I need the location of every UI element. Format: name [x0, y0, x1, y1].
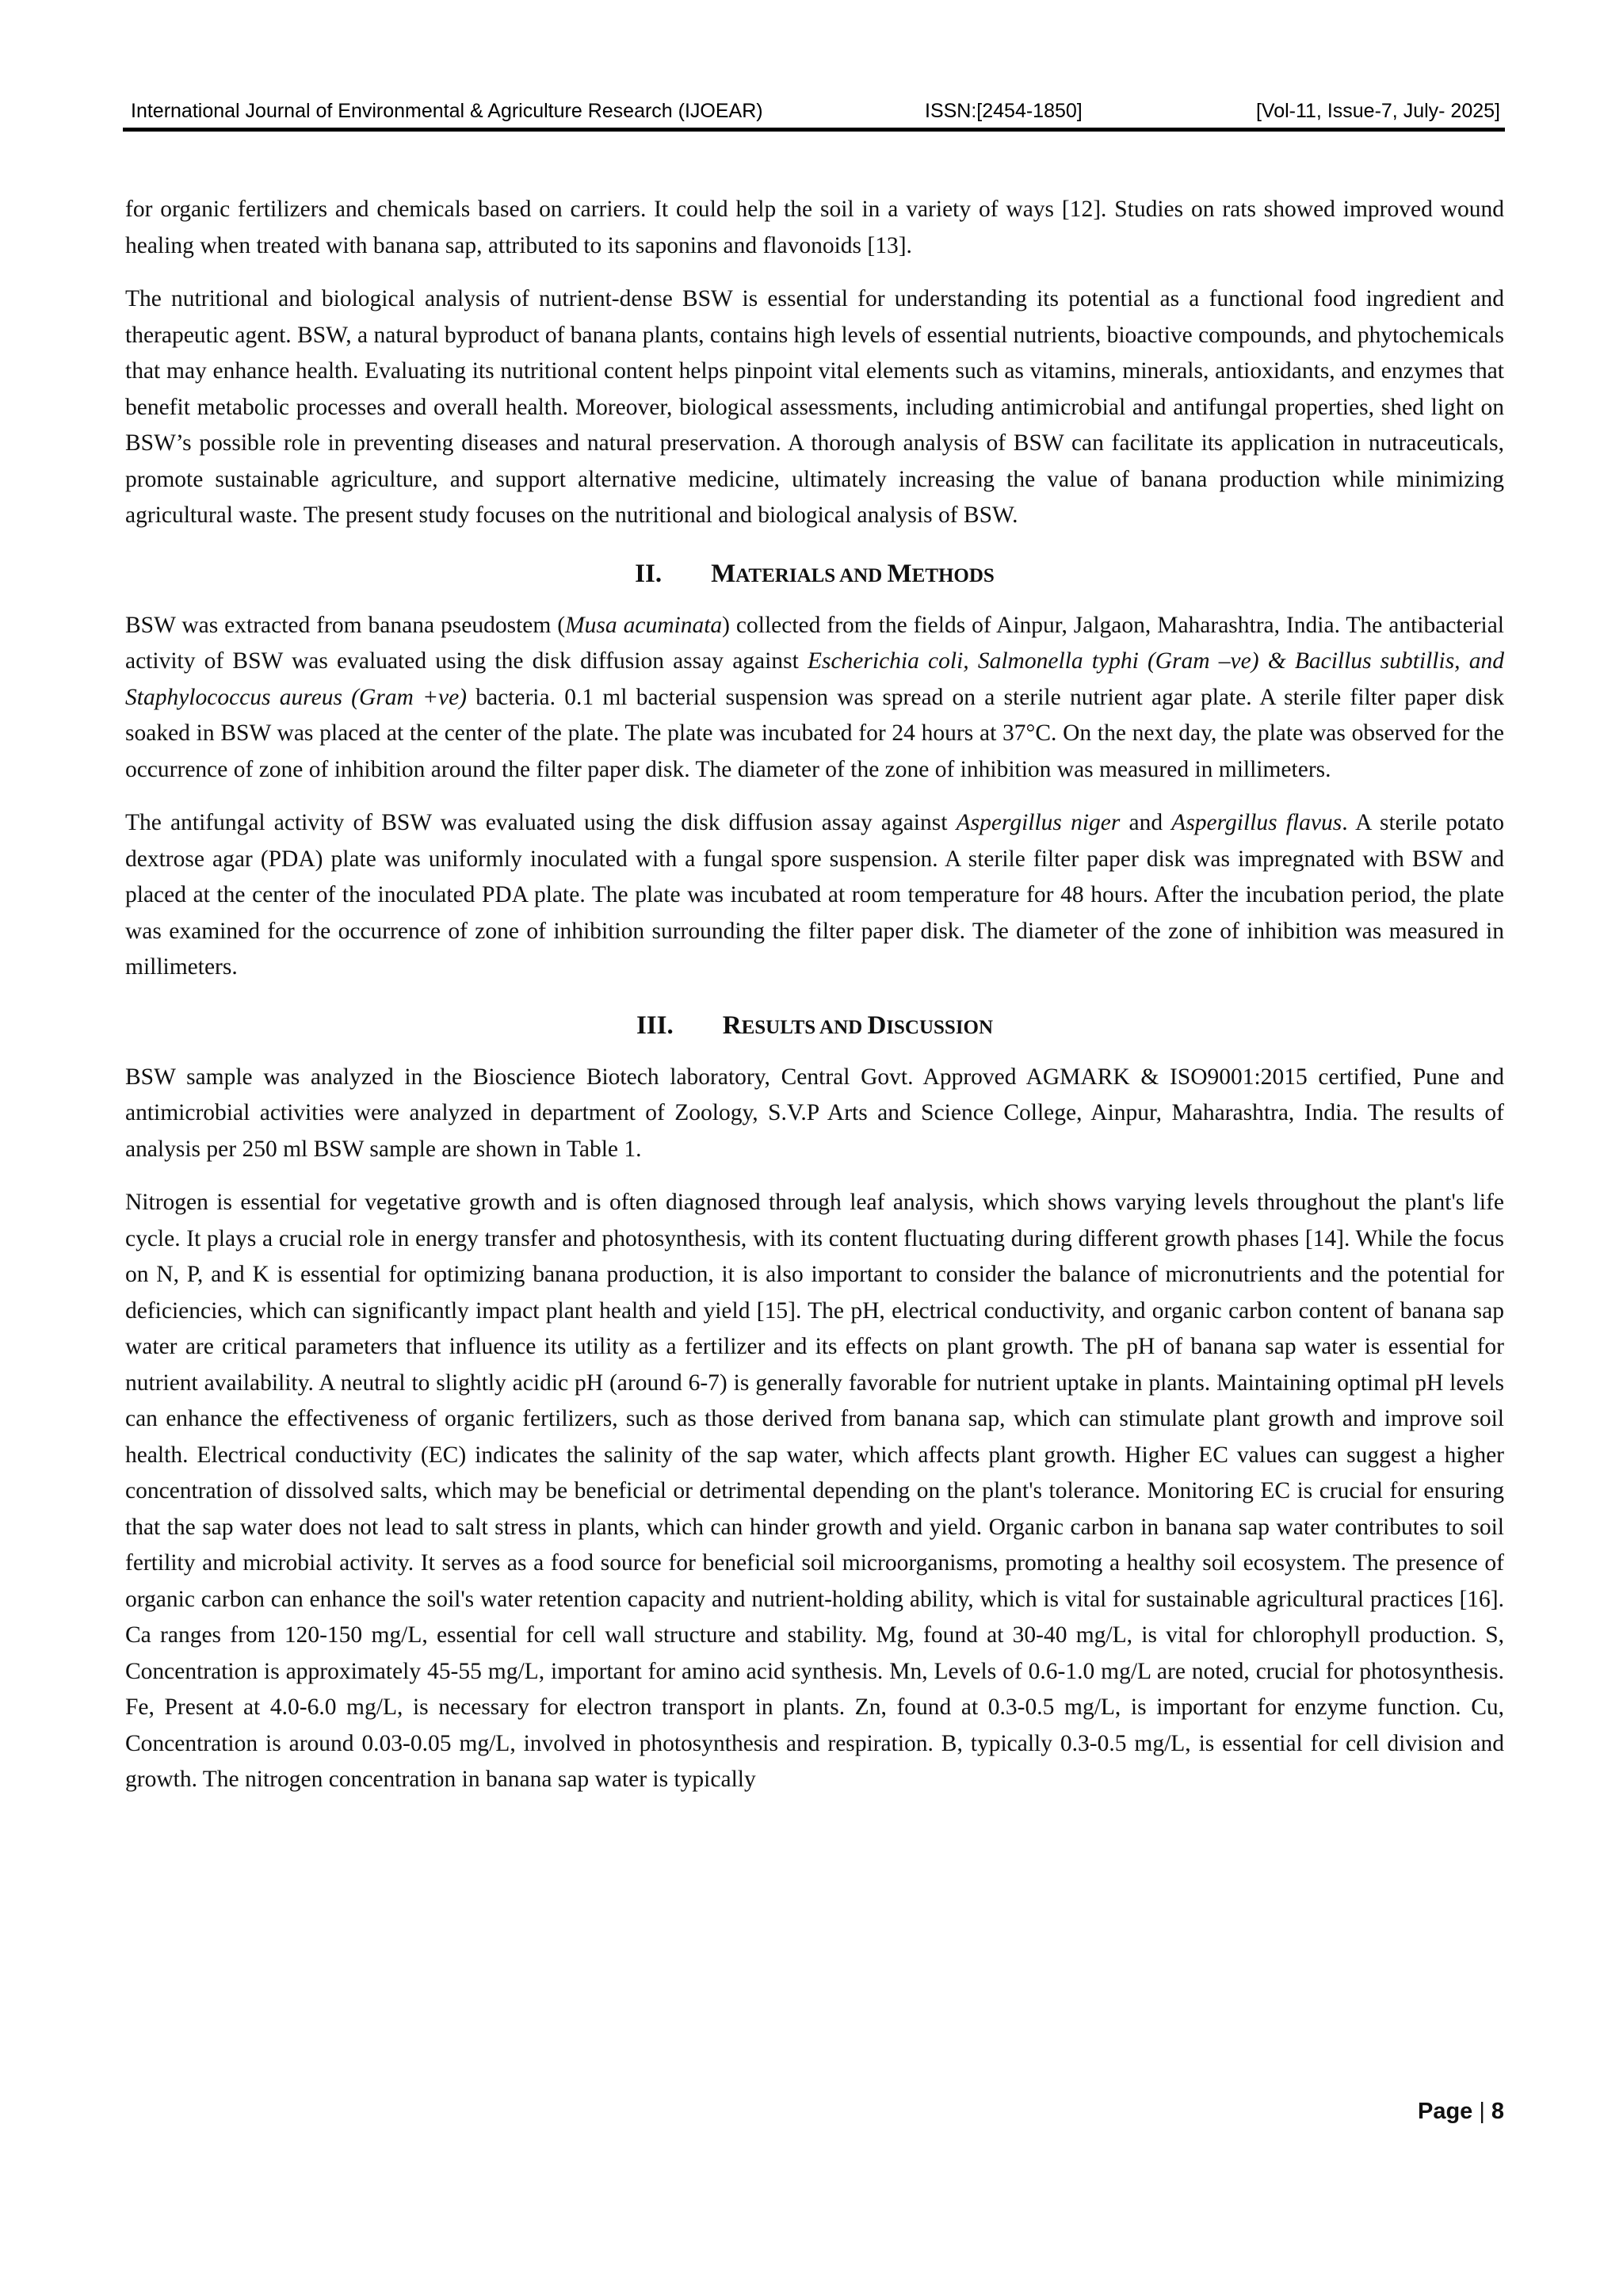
section-heading-results-discussion: III. RESULTS AND DISCUSSION	[125, 1008, 1504, 1045]
page-label: Page	[1417, 2099, 1473, 2124]
species-name: Musa acuminata	[565, 612, 723, 638]
page-footer	[1418, 2099, 1504, 2125]
section-number: II.	[635, 559, 663, 588]
paragraph-intro-analysis: The nutritional and biological analysis of nutrient-dense BSW is essential for understanding its potential as a functional food ingredient and therapeutic agent. BSW, a natural byproduct of banana plants, contains high levels of essential nutrients, bioactive compounds, and phytochemicals that may enhance health. Evaluating its nutritional content helps pinpoint vital elements such as vitamins, minerals, antioxidants, and enzymes that benefit metabolic processes and overall health. Moreover, biological assessments, including antimicrobial and antifungal properties, shed light on BSW’s possible role in preventing diseases and natural preservation. A thorough analysis of BSW can facilitate its application in nutraceuticals, promote sustainable agriculture, and support alternative medicine, ultimately increasing the value of banana production while minimizing agricultural waste. The present study focuses on the nutritional and biological analysis of BSW.	[125, 286, 1504, 528]
fungus-name: Aspergillus flavus	[1171, 810, 1342, 835]
running-header	[123, 97, 1505, 127]
journal-name: International Journal of Environmental & Agriculture Research (IJOEAR)	[131, 100, 763, 122]
header-rule	[123, 128, 1505, 132]
issn: ISSN:[2454-1850]	[925, 100, 1083, 122]
bacteria-names: Escherichia coli, Salmonella typhi (Gram –ve) & Bacillus subtillis, and Staphylococcus aureus (Gram +ve)	[125, 648, 1504, 710]
page-separator: |	[1479, 2099, 1485, 2124]
paragraph-antibacterial-method: BSW was extracted from banana pseudostem (Musa acuminata) collected from the fields of Ainpur, Jalgaon, Maharashtra, India. The antibacterial activity of BSW was evaluated using the disk diffusion assay against Escherichia coli, Salmonella typhi (Gram –ve) & Bacillus subtillis, and Staphylococcus aureus (Gram +ve) bacteria. 0.1 ml bacterial suspension was spread on a sterile nutrient agar plate. A sterile filter paper disk soaked in BSW was placed at the center of the plate. The plate was incubated for 24 hours at 37°C. On the next day, the plate was observed for the occurrence of zone of inhibition around the filter paper disk. The diameter of the zone of inhibition was measured in millimeters.	[125, 612, 1504, 782]
page-number: 8	[1491, 2099, 1504, 2124]
section-heading-materials-methods: II. MATERIALS AND METHODS	[125, 556, 1504, 594]
fungus-name: Aspergillus niger	[956, 810, 1121, 835]
section-number: III.	[636, 1010, 674, 1040]
volume-issue: [Vol-11, Issue-7, July- 2025]	[1255, 100, 1500, 122]
body-content	[125, 192, 1504, 1816]
paragraph-sample-analysis: BSW sample was analyzed in the Bioscience Biotech laboratory, Central Govt. Approved AGMARK & ISO9001:2015 certified, Pune and antimicrobial activities were analyzed in department of Zoology, S.V.P Arts and Science College, Ainpur, Maharashtra, India. The results of analysis per 250 ml BSW sample are shown in Table 1.	[125, 1064, 1504, 1162]
paragraph-carryover: for organic fertilizers and chemicals based on carriers. It could help the soil in a variety of ways [12]. Studies on rats showed improved wound healing when treated with banana sap, attributed to its saponins and flavonoids [13].	[125, 197, 1504, 258]
paragraph-nutrient-discussion: Nitrogen is essential for vegetative growth and is often diagnosed through leaf analysis, which shows varying levels throughout the plant's life cycle. It plays a crucial role in energy transfer and photosynthesis, with its content fluctuating during different growth phases [14]. While the focus on N, P, and K is essential for optimizing banana production, it is also important to consider the balance of micronutrients and the potential for deficiencies, which can significantly impact plant health and yield [15]. The pH, electrical conductivity, and organic carbon content of banana sap water are critical parameters that influence its utility as a fertilizer and its effects on plant growth. The pH of banana sap water is essential for nutrient availability. A neutral to slightly acidic pH (around 6-7) is generally favorable for nutrient uptake in plants. Maintaining optimal pH levels can enhance the effectiveness of organic fertilizers, such as those derived from banana sap, which can stimulate plant growth and improve soil health. Electrical conductivity (EC) indicates the salinity of the sap water, which affects plant growth. Higher EC values can suggest a higher concentration of dissolved salts, which may be beneficial or detrimental depending on the plant's tolerance. Monitoring EC is crucial for ensuring that the sap water does not lead to salt stress in plants, which can hinder growth and yield. Organic carbon in banana sap water contributes to soil fertility and microbial activity. It serves as a food source for beneficial soil microorganisms, promoting a healthy soil ecosystem. The presence of organic carbon can enhance the soil's water retention capacity and nutrient-holding ability, which is vital for sustainable agricultural practices [16]. Ca ranges from 120-150 mg/L, essential for cell wall structure and stability. Mg, found at 30-40 mg/L, is vital for chlorophyll production. S, Concentration is approximately 45-55 mg/L, important for amino acid synthesis. Mn, Levels of 0.6-1.0 mg/L are noted, crucial for photosynthesis. Fe, Present at 4.0-6.0 mg/L, is necessary for electron transport in plants. Zn, found at 0.3-0.5 mg/L, is important for enzyme function. Cu, Concentration is around 0.03-0.05 mg/L, involved in photosynthesis and respiration. B, typically 0.3-0.5 mg/L, is essential for cell division and growth. The nitrogen concentration in banana sap water is typically	[125, 1190, 1504, 1792]
paragraph-antifungal-method: The antifungal activity of BSW was evaluated using the disk diffusion assay against Aspergillus niger and Aspergillus flavus. A sterile potato dextrose agar (PDA) plate was uniformly inoculated with a fungal spore suspension. A sterile filter paper disk was impregnated with BSW and placed at the center of the inoculated PDA plate. The plate was incubated at room temperature for 48 hours. After the incubation period, the plate was examined for the occurrence of zone of inhibition surrounding the filter paper disk. The diameter of the zone of inhibition was measured in millimeters.	[125, 810, 1504, 980]
